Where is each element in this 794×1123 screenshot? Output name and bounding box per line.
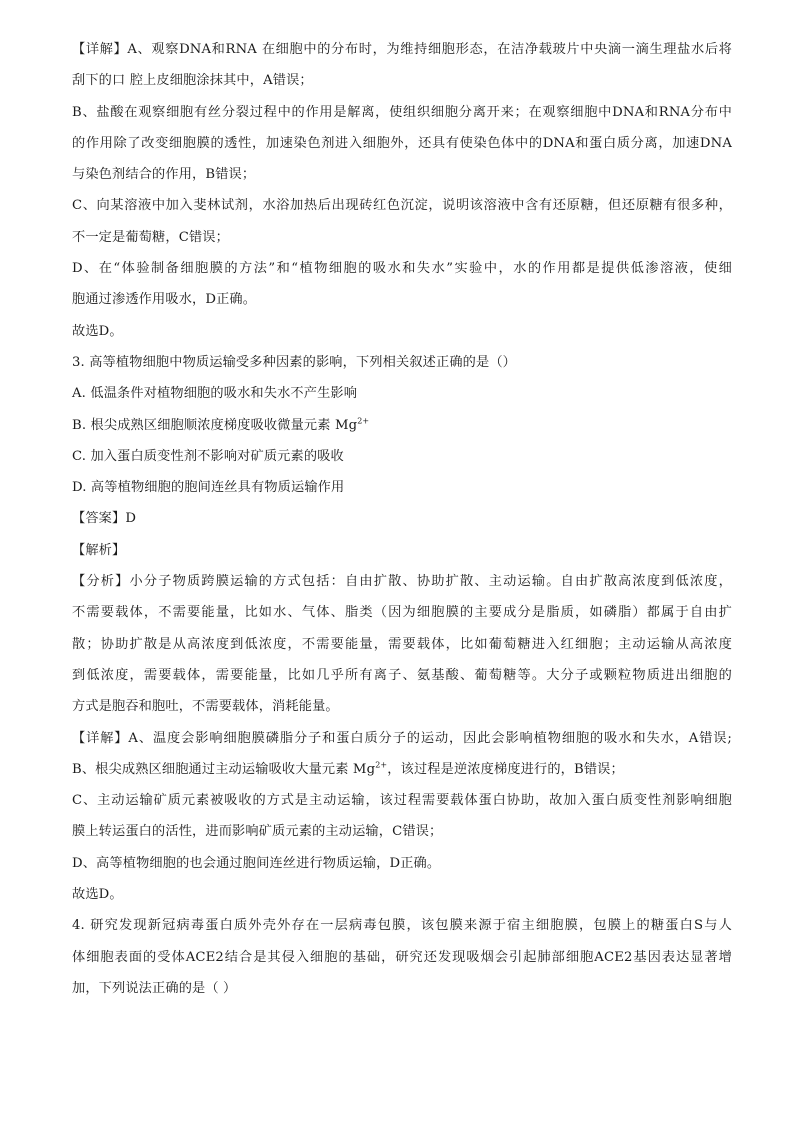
text-line — [72, 973, 732, 1004]
text-line — [72, 410, 732, 441]
text-line — [72, 942, 732, 973]
text-line — [72, 441, 732, 472]
text-line — [72, 785, 732, 816]
line-text: B、根尖成熟区细胞通过主动运输吸收大量元素 Mg — [72, 761, 376, 777]
line-text: 加，下列说法正确的是（ ） — [72, 980, 237, 996]
text-line — [72, 190, 732, 221]
text-line — [72, 848, 732, 879]
line-text: 不一定是葡萄糖，C错误； — [72, 229, 229, 245]
line-text: 胞通过渗透作用吸水，D正确。 — [72, 292, 257, 308]
text-line — [72, 222, 732, 253]
line-text: 与染色剂结合的作用，B错误； — [72, 167, 256, 183]
line-text: 故选D。 — [72, 887, 123, 903]
text-line — [72, 284, 732, 315]
line-text: 的作用除了改变细胞膜的透性，加速染色剂进入细胞外，还具有使染色体中的DNA和蛋白质分离，加速DNA — [72, 135, 732, 151]
line-text: C、向某溶液中加入斐林试剂，水浴加热后出现砖红色沉淀，说明该溶液中含有还原糖，但还原糖有很多种， — [72, 198, 732, 214]
text-line — [72, 316, 732, 347]
line-text-after: ，该过程是逆浓度梯度进行的，B错误； — [387, 761, 624, 777]
line-text: D、高等植物细胞的也会通过胞间连丝进行物质运输，D正确。 — [72, 855, 441, 871]
line-text: 【详解】A、温度会影响细胞膜磷脂分子和蛋白质分子的运动，因此会影响植物细胞的吸水和失水，A错误; — [72, 730, 732, 746]
line-text: 膜上转运蛋白的活性，进而影响矿质元素的主动运输，C错误； — [72, 824, 443, 840]
text-line — [72, 347, 732, 378]
text-line — [72, 660, 732, 691]
line-text: D、在“体验制备细胞膜的方法”和“植物细胞的吸水和失水”实验中，水的作用都是提供低渗溶液，使细 — [72, 261, 732, 277]
line-text: 散；协助扩散是从高浓度到低浓度，不需要能量，需要载体，比如葡萄糖进入红细胞；主动运输从高浓度 — [72, 636, 732, 652]
line-text: 【分析】小分子物质跨膜运输的方式包括：自由扩散、协助扩散、主动运输。自由扩散高浓度到低浓度， — [72, 574, 732, 590]
text-line — [72, 159, 732, 190]
text-line — [72, 97, 732, 128]
text-line — [72, 691, 732, 722]
line-text: D. 高等植物细胞的胞间连丝具有物质运输作用 — [72, 480, 345, 496]
line-text: 3. 高等植物细胞中物质运输受多种因素的影响，下列相关叙述正确的是（） — [72, 354, 517, 370]
text-line — [72, 378, 732, 409]
text-line — [72, 128, 732, 159]
text-line — [72, 503, 732, 534]
text-line — [72, 910, 732, 941]
line-text: A. 低温条件对植物细胞的吸水和失水不产生影响 — [72, 386, 358, 402]
line-text: 到低浓度，需要载体，需要能量，比如几乎所有离子、氨基酸、葡萄糖等。大分子或颗粒物质进出细胞的 — [72, 667, 732, 683]
text-line — [72, 65, 732, 96]
line-text: 【详解】A、观察DNA和RNA 在细胞中的分布时，为维持细胞形态，在洁净载玻片中央滴一滴生理盐水后将 — [72, 42, 732, 57]
text-line — [72, 816, 732, 847]
text-line — [72, 723, 732, 754]
text-line — [72, 566, 732, 597]
line-text: C、主动运输矿质元素被吸收的方式是主动运输，该过程需要载体蛋白协助，故加入蛋白质变性剂影响细胞 — [72, 793, 732, 809]
line-text: 【答案】D — [72, 511, 137, 527]
line-text: 不需要载体，不需要能量，比如水、气体、脂类（因为细胞膜的主要成分是脂质，如磷脂）都属于自由扩 — [72, 605, 732, 621]
line-text: 刮下的口 腔上皮细胞涂抹其中，A错误； — [72, 73, 313, 89]
document-page — [72, 34, 732, 1004]
line-text: B. 根尖成熟区细胞顺浓度梯度吸收微量元素 Mg — [72, 417, 358, 433]
superscript: 2+ — [357, 416, 370, 426]
line-text: C. 加入蛋白质变性剂不影响对矿质元素的吸收 — [72, 448, 344, 464]
text-line — [72, 34, 732, 65]
text-line — [72, 253, 732, 284]
text-line — [72, 879, 732, 910]
line-text: 方式是胞吞和胞吐，不需要载体，消耗能量。 — [72, 699, 339, 715]
line-text: 体细胞表面的受体ACE2结合是其侵入细胞的基础，研究还发现吸烟会引起肺部细胞ACE2基因表达显著增 — [72, 949, 732, 965]
text-line — [72, 472, 732, 503]
line-text: 4. 研究发现新冠病毒蛋白质外壳外存在一层病毒包膜，该包膜来源于宿主细胞膜，包膜上的糖蛋白S与人 — [72, 918, 732, 934]
line-text: B、盐酸在观察细胞有丝分裂过程中的作用是解离，使组织细胞分离开来；在观察细胞中DNA和RNA分布中 — [72, 104, 732, 120]
line-text: 【解析】 — [72, 542, 126, 558]
text-line — [72, 629, 732, 660]
text-line — [72, 597, 732, 628]
superscript: 2+ — [375, 760, 388, 770]
text-line — [72, 754, 732, 785]
line-text: 故选D。 — [72, 323, 123, 339]
text-line — [72, 535, 732, 566]
